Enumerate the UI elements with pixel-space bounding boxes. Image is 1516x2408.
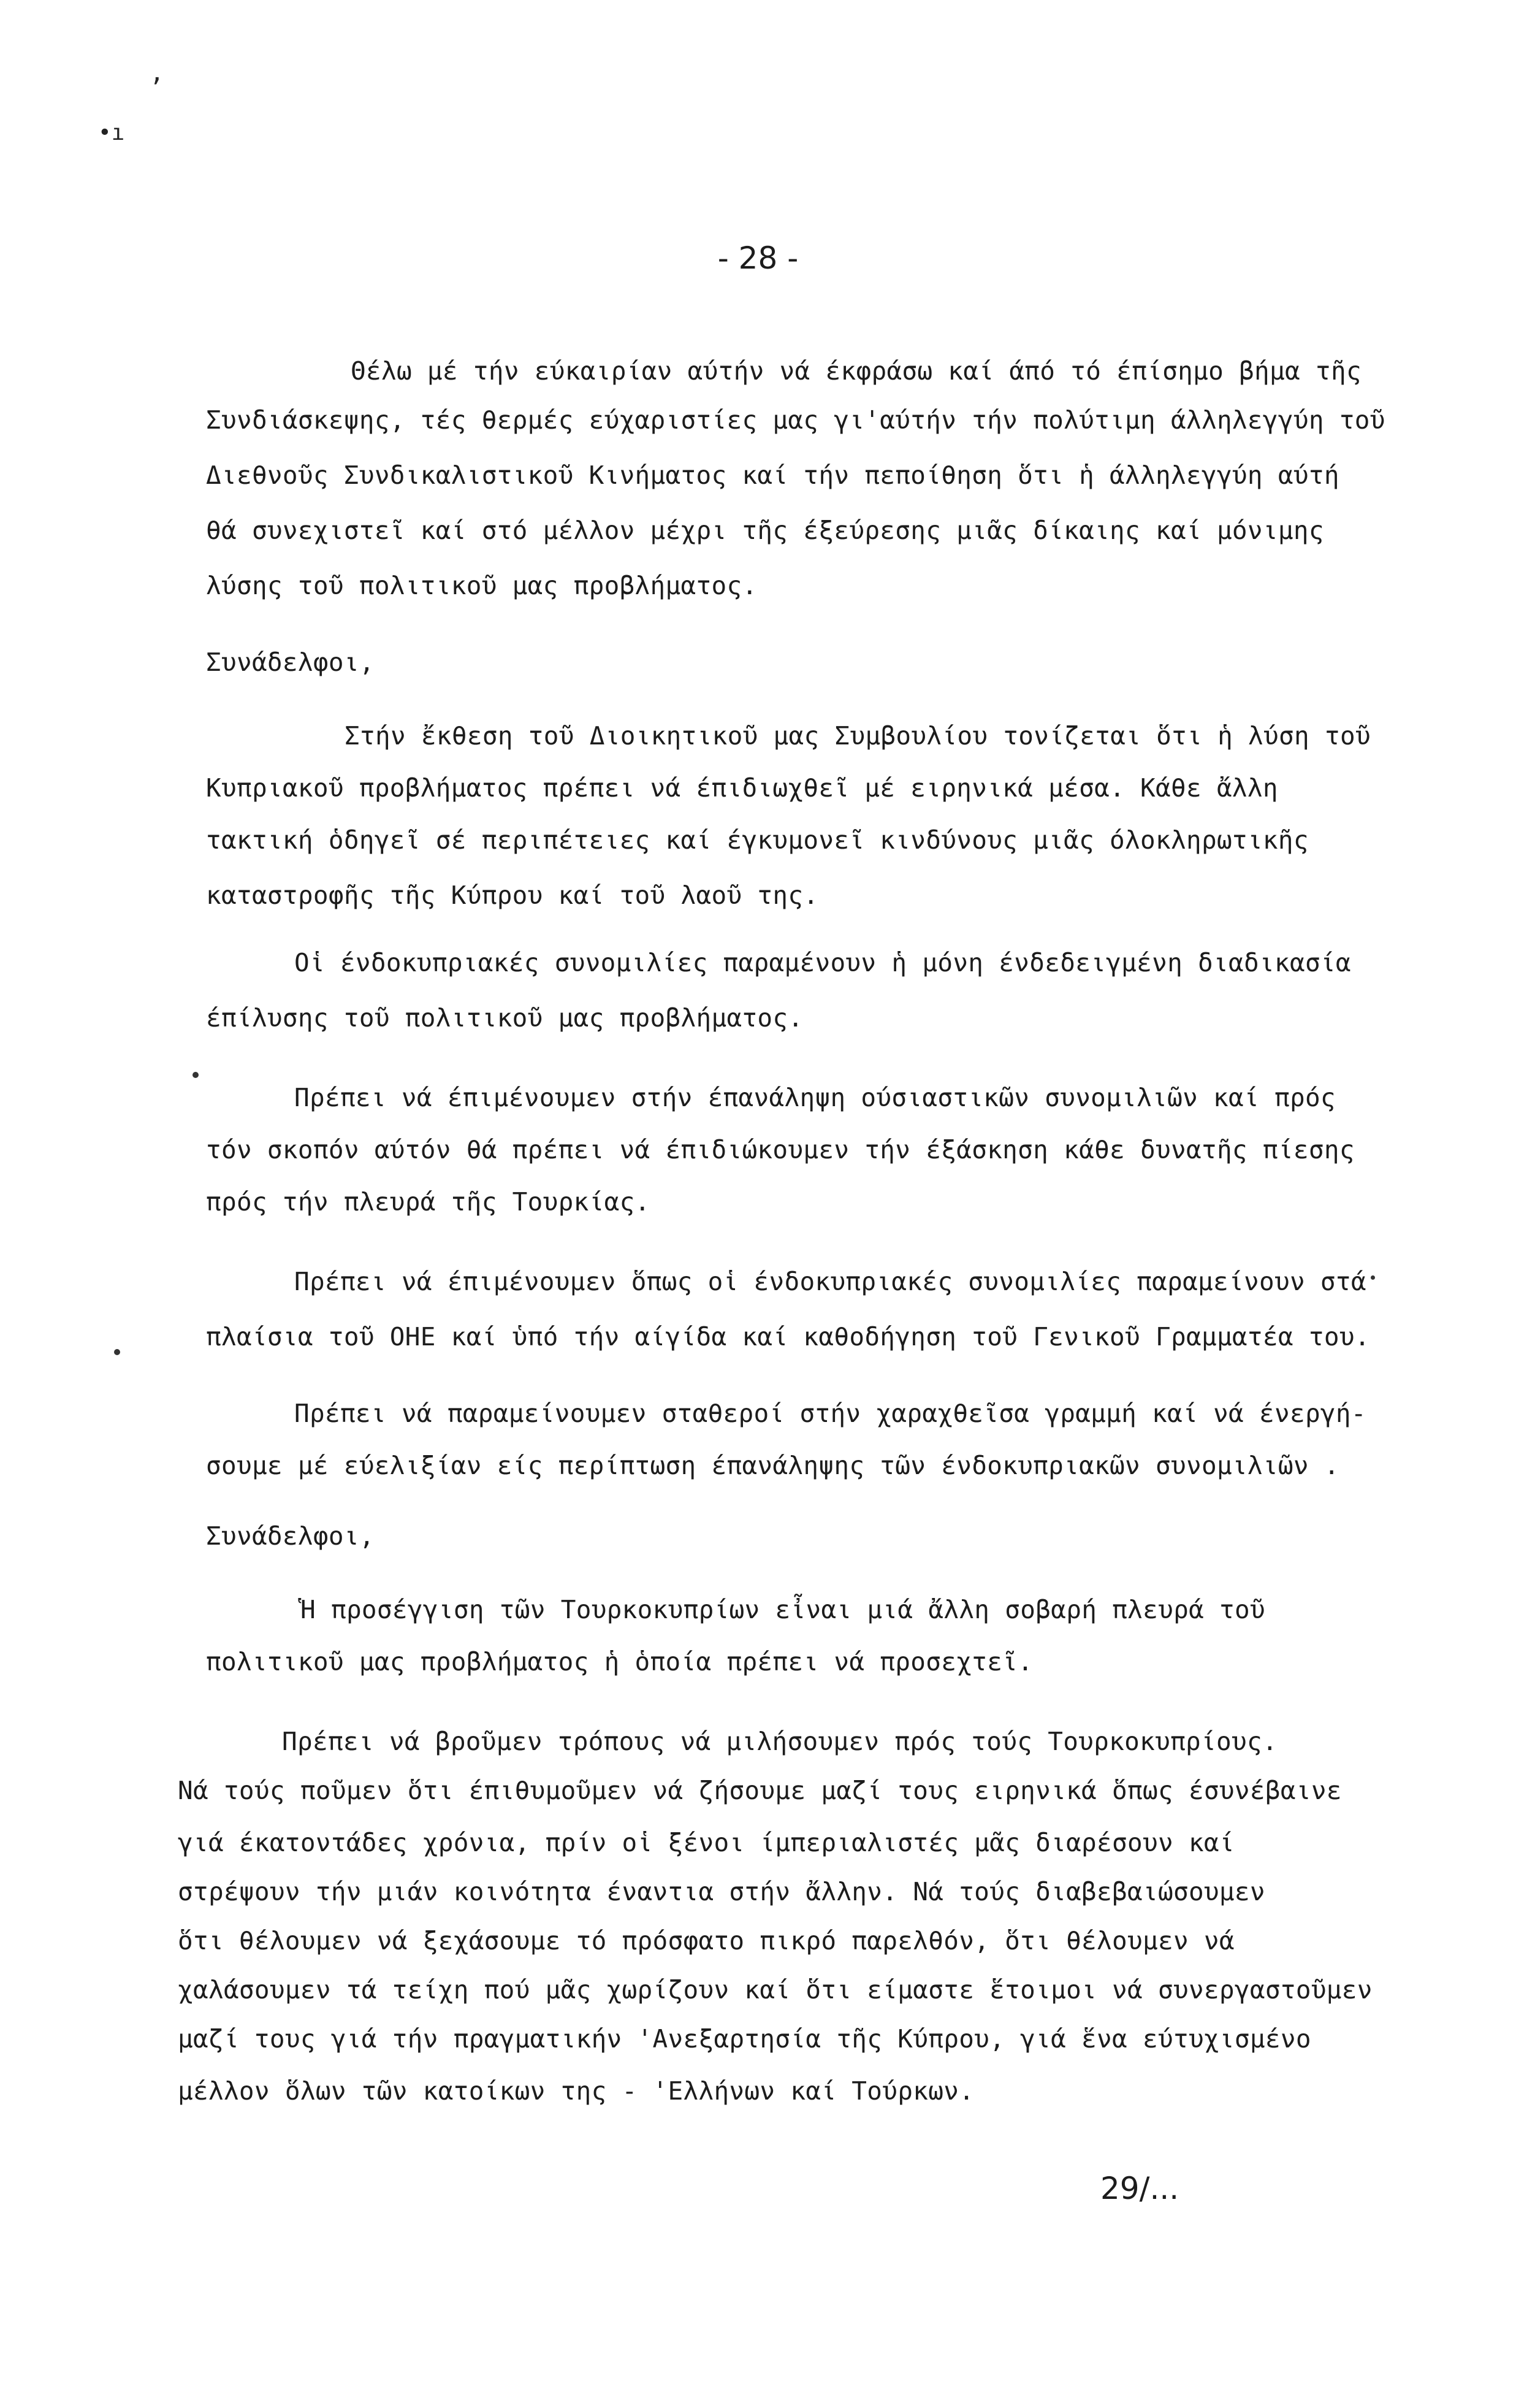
scan-speck (1371, 1275, 1375, 1280)
text-line: Νά τούς ποῦμεν ὅτι έπιθυμοῦμεν νά ζήσουμε μαζί τους ειρηνικά ὅπως έσυνέβαινε (178, 1776, 1342, 1805)
text-line: ὅτι θέλουμεν νά ξεχάσουμε τό πρόσφατο πικρό παρελθόν, ὅτι θέλουμεν νά (178, 1926, 1235, 1955)
scan-speck (114, 1349, 120, 1355)
scan-speck (192, 1072, 199, 1078)
page-number: - 28 - (717, 240, 799, 276)
scan-mark: , (150, 59, 165, 87)
text-line: Κυπριακοῦ προβλήματος πρέπει νά έπιδιωχθεῖ μέ ειρηνικά μέσα. Κάθε ἄλλη (206, 773, 1278, 803)
text-line: καταστροφῆς τῆς Κύπρου καί τοῦ λαοῦ της. (206, 881, 819, 910)
text-line: Πρέπει νά παραμείνουμεν σταθεροί στήν χαραχθεῖσα γραμμή καί νά ένεργή- (294, 1399, 1366, 1428)
text-line: σουμε μέ εύελιξίαν είς περίπτωση έπανάληψης τῶν ένδοκυπριακῶν συνομιλιῶν . (206, 1451, 1339, 1480)
text-line: θά συνεχιστεῖ καί στό μέλλον μέχρι τῆς έξεύρεσης μιᾶς δίκαιης καί μόνιμης (206, 516, 1324, 545)
text-line: Διεθνοῦς Συνδικαλιστικοῦ Κινήματος καί τήν πεποίθηση ὅτι ἡ άλληλεγγύη αύτή (206, 461, 1339, 490)
text-line: Πρέπει νά έπιμένουμεν ὅπως οἱ ένδοκυπριακές συνομιλίες παραμείνουν στά (294, 1267, 1366, 1296)
text-line: πλαίσια τοῦ ΟΗΕ καί ὑπό τήν αίγίδα καί καθοδήγηση τοῦ Γενικοῦ Γραμματέα του. (206, 1322, 1370, 1351)
text-line: Συνάδελφοι, (206, 1521, 375, 1551)
text-line: στρέψουν τήν μιάν κοινότητα έναντια στήν ἄλλην. Νά τούς διαβεβαιώσουμεν (178, 1877, 1265, 1906)
text-line: λύσης τοῦ πολιτικοῦ μας προβλήματος. (206, 571, 758, 600)
text-line: Συνδιάσκεψης, τές θερμές εύχαριστίες μας γι'αύτήν τήν πολύτιμη άλληλεγγύη τοῦ (206, 405, 1385, 435)
text-line: Συνάδελφοι, (206, 648, 375, 677)
text-line: Θέλω μέ τήν εύκαιρίαν αύτήν νά έκφράσω καί άπό τό έπίσημο βήμα τῆς (351, 356, 1362, 386)
continuation-marker: 29/... (1100, 2171, 1179, 2206)
text-line: μαζί τους γιά τήν πραγματικήν 'Ανεξαρτησία τῆς Κύπρου, γιά ἕνα εύτυχισμένο (178, 2024, 1311, 2054)
text-line: Οἱ ένδοκυπριακές συνομιλίες παραμένουν ἡ μόνη ένδεδειγμένη διαδικασία (294, 948, 1351, 977)
text-line: γιά έκατοντάδες χρόνια, πρίν οἱ ξένοι ίμπεριαλιστές μᾶς διαρέσουν καί (178, 1828, 1235, 1857)
text-line: πολιτικοῦ μας προβλήματος ἡ ὁποία πρέπει νά προσεχτεῖ. (206, 1647, 1034, 1676)
text-line: Πρέπει νά έπιμένουμεν στήν έπανάληψη ούσιαστικῶν συνομιλιῶν καί πρός (294, 1083, 1336, 1112)
text-line: Ἡ προσέγγιση τῶν Τουρκοκυπρίων εἶναι μιά ἄλλη σοβαρή πλευρά τοῦ (300, 1595, 1265, 1624)
text-line: Στήν ἔκθεση τοῦ Διοικητικοῦ μας Συμβουλίου τονίζεται ὅτι ἡ λύση τοῦ (345, 721, 1371, 751)
text-line: τόν σκοπόν αύτόν θά πρέπει νά έπιδιώκουμεν τήν έξάσκηση κάθε δυνατῆς πίεσης (206, 1135, 1355, 1164)
text-line: τακτική ὁδηγεῖ σέ περιπέτειες καί έγκυμονεῖ κινδύνους μιᾶς όλοκληρωτικῆς (206, 825, 1309, 855)
text-line: Πρέπει νά βροῦμεν τρόπους νά μιλήσουμεν πρός τούς Τουρκοκυπρίους. (282, 1727, 1278, 1756)
text-line: πρός τήν πλευρά τῆς Τουρκίας. (206, 1187, 650, 1217)
text-line: έπίλυσης τοῦ πολιτικοῦ μας προβλήματος. (206, 1003, 804, 1033)
scan-mark: •ı (98, 120, 125, 145)
text-line: χαλάσουμεν τά τείχη πού μᾶς χωρίζουν καί ὅτι είμαστε ἕτοιμοι νά συνεργαστοῦμεν (178, 1975, 1373, 2005)
text-line: μέλλον ὅλων τῶν κατοίκων της - 'Ελλήνων καί Τούρκων. (178, 2076, 975, 2106)
